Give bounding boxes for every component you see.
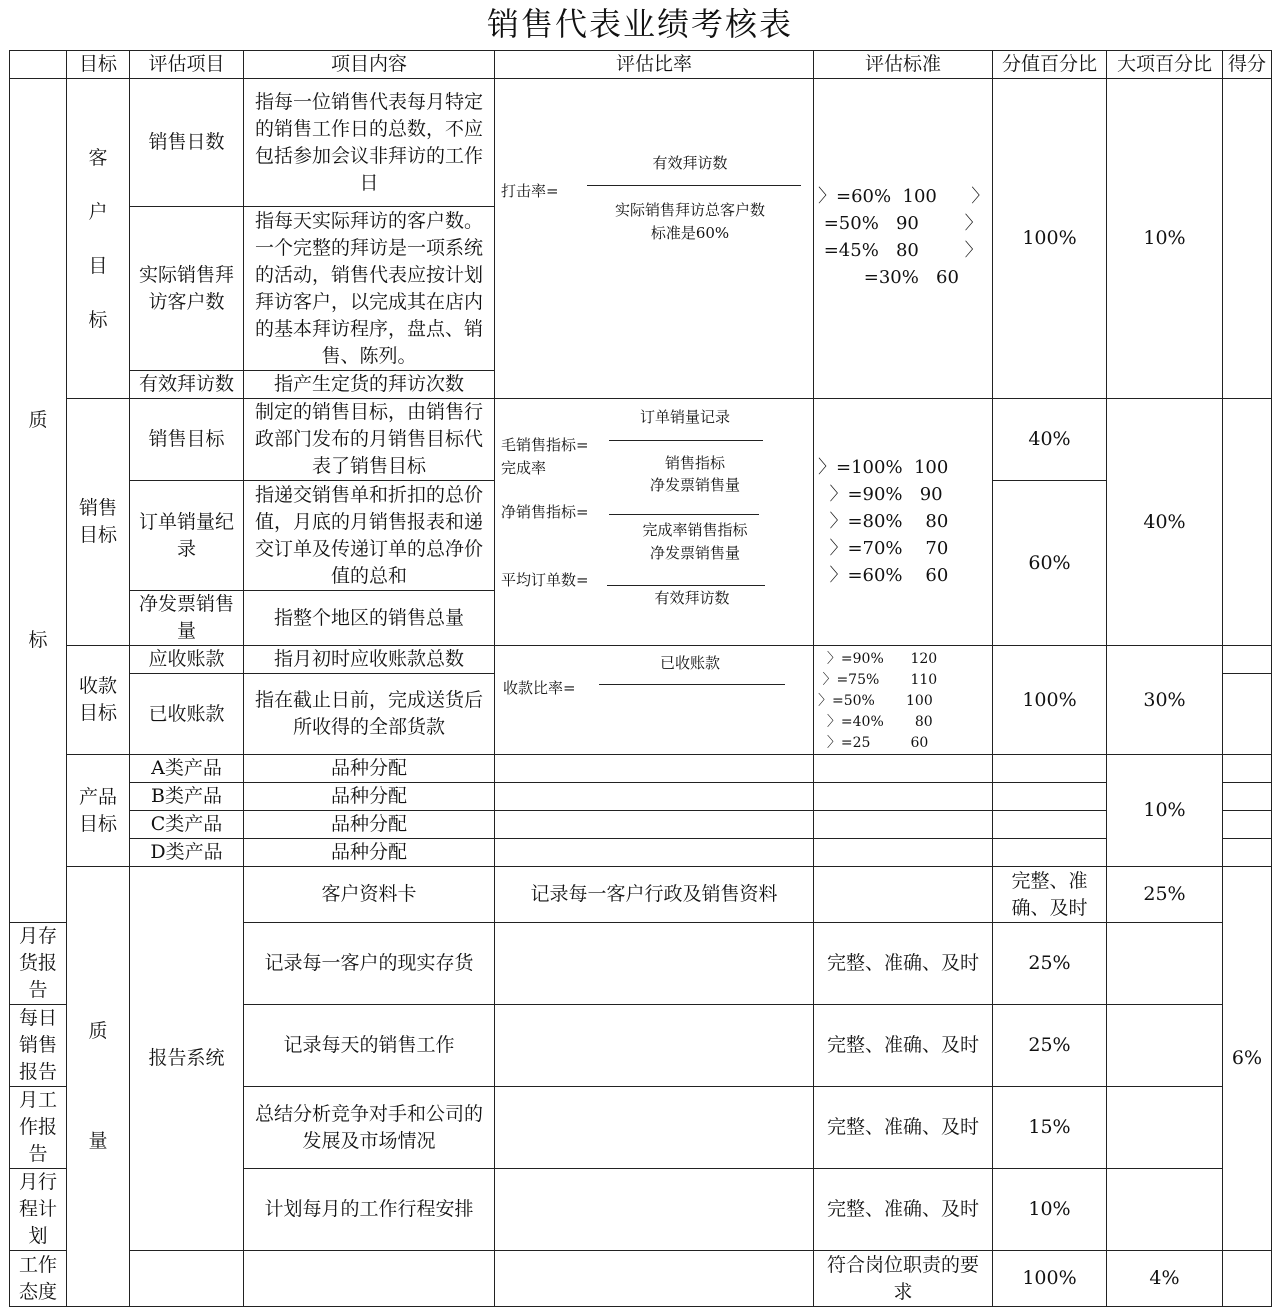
rate-numerator: 有效拜访数 — [652, 153, 728, 172]
score-cell — [1223, 79, 1272, 399]
rate-denominator: 净发票销售量 — [649, 476, 740, 494]
rate-cell — [495, 1251, 814, 1307]
item-content: 指产生定货的拜访次数 — [244, 371, 495, 399]
rate-denominator: 销售指标 — [664, 454, 725, 472]
table-row — [10, 755, 1272, 783]
rate-cell — [495, 811, 814, 839]
standard-cell: 完整、准确、及时 — [814, 1169, 993, 1251]
header-cell — [10, 51, 67, 79]
rate-label: 收款比率= — [503, 679, 576, 697]
score-cell — [1107, 1087, 1223, 1169]
standard-cell: 符合岗位职责的要求 — [814, 1251, 993, 1307]
header-cell: 目标 — [67, 51, 130, 79]
rate-cell — [495, 1087, 814, 1169]
item-name: 应收账款 — [130, 646, 244, 674]
score-pct: 15% — [993, 1087, 1107, 1169]
fraction-line — [587, 185, 801, 186]
group-label-2: 标 — [28, 629, 48, 651]
rate-numerator: 已收账款 — [659, 654, 720, 672]
item-name: B类产品 — [130, 783, 244, 811]
group-label-1: 质 — [28, 409, 48, 431]
score-pct: 100% — [993, 1251, 1107, 1307]
group-zhiliang — [67, 867, 130, 1307]
standard-cell — [814, 783, 993, 811]
goal-char: 客 — [88, 146, 108, 169]
header-cell: 评估项目 — [130, 51, 244, 79]
score-cell — [1107, 1169, 1223, 1251]
table-row — [10, 783, 1272, 811]
header-cell: 分值百分比 — [993, 51, 1107, 79]
rate-cell — [495, 755, 814, 783]
goal-attitude: 工作态度 — [10, 1251, 67, 1307]
item-content: 记录每天的销售工作 — [244, 1005, 495, 1087]
standard-cell: 完整、准确、及时 — [814, 1005, 993, 1087]
standard-cell — [814, 839, 993, 867]
big-pct: 10% — [1107, 755, 1223, 867]
goal-sales: 销售目标 — [67, 399, 130, 646]
big-pct: 30% — [1107, 646, 1223, 755]
score-cell — [1107, 923, 1223, 1005]
standard-cell — [814, 755, 993, 783]
score-cell — [1223, 755, 1272, 783]
item-name: 已收账款 — [130, 674, 244, 755]
item-name: 月工作报告 — [10, 1087, 67, 1169]
item-content: 指每一位销售代表每月特定的销售工作日的总数，不应包括参加会议非拜访的工作日 — [244, 79, 495, 207]
standard-collect — [814, 646, 993, 755]
fraction-line — [607, 585, 765, 586]
header-cell: 评估比率 — [495, 51, 814, 79]
item-content: 计划每月的工作行程安排 — [244, 1169, 495, 1251]
item-content: 指每天实际拜访的客户数。一个完整的拜访是一项系统的活动，销售代表应按计划拜访客户，以完成其在店内的基本拜访程序，盘点、销售、陈列。 — [244, 207, 495, 371]
rate-cell — [495, 839, 814, 867]
item-content: 指月初时应收账款总数 — [244, 646, 495, 674]
item-content: 品种分配 — [244, 755, 495, 783]
rate-cell — [495, 1005, 814, 1087]
item-name: C类产品 — [130, 811, 244, 839]
item-content: 制定的销售目标，由销售行政部门发布的月销售目标代表了销售目标 — [244, 399, 495, 481]
rate-standard-note: 标准是60% — [650, 223, 730, 242]
item-name: 销售目标 — [130, 399, 244, 481]
item-name: D类产品 — [130, 839, 244, 867]
group-label-2: 量 — [88, 1130, 108, 1152]
goal-product: 产品目标 — [67, 755, 130, 867]
big-pct: 10% — [1107, 79, 1223, 399]
header-cell: 得分 — [1223, 51, 1272, 79]
rate-label: 净销售指标= — [501, 503, 589, 521]
rate-label: 打击率= — [501, 181, 559, 200]
rate-label: 完成率 — [501, 459, 547, 477]
assessment-table — [9, 50, 1272, 1307]
standard-sales — [814, 399, 993, 646]
rate-collect — [495, 646, 814, 755]
standard-cell — [814, 811, 993, 839]
goal-char: 户 — [88, 200, 108, 223]
goal-collect: 收款目标 — [67, 646, 130, 755]
rate-customer — [495, 79, 814, 399]
header-row — [10, 51, 1272, 79]
score-pct: 40% — [993, 399, 1107, 481]
score-cell — [1223, 811, 1272, 839]
big-pct: 40% — [1107, 399, 1223, 646]
standard-text: 〉=100% 100 〉=90% 90 〉=80% 80 〉=70% 70 〉=60% 60 — [818, 457, 949, 586]
item-content: 指在截止日前，完成送货后所收得的全部货款 — [244, 674, 495, 755]
rate-cell — [814, 867, 993, 923]
score-cell — [1223, 1251, 1272, 1307]
item-content: 品种分配 — [244, 783, 495, 811]
score-cell — [1223, 399, 1272, 646]
item-name: 客户资料卡 — [244, 867, 495, 923]
score-pct: 10% — [993, 1169, 1107, 1251]
table-row — [10, 867, 1272, 923]
header-cell: 评估标准 — [814, 51, 993, 79]
header-cell: 项目内容 — [244, 51, 495, 79]
score-pct — [993, 811, 1107, 839]
rate-label: 平均订单数= — [501, 571, 589, 589]
score-pct — [993, 755, 1107, 783]
item-name: 有效拜访数 — [130, 371, 244, 399]
item-name: 月行程计划 — [10, 1169, 67, 1251]
score-cell — [1107, 1005, 1223, 1087]
rate-cell — [495, 923, 814, 1005]
big-pct: 4% — [1107, 1251, 1223, 1307]
score-cell — [1223, 646, 1272, 674]
table-row — [10, 399, 1272, 481]
score-pct: 100% — [993, 646, 1107, 755]
score-pct: 100% — [993, 79, 1107, 399]
score-pct: 25% — [1107, 867, 1223, 923]
item-name: 月存货报告 — [10, 923, 67, 1005]
score-cell — [1223, 674, 1272, 755]
rate-label: 毛销售指标= — [501, 436, 589, 454]
rate-cell — [495, 783, 814, 811]
group-label-1: 质 — [88, 1020, 108, 1042]
table-row — [10, 1251, 1272, 1307]
item-content: 指递交销售单和折扣的总价值，月底的月销售报表和递交订单及传递订单的总净价值的总和 — [244, 481, 495, 591]
score-cell — [1223, 783, 1272, 811]
item-name: 实际销售拜访客户数 — [130, 207, 244, 371]
item-content: 记录每一客户行政及销售资料 — [495, 867, 814, 923]
score-pct: 60% — [993, 481, 1107, 646]
standard-cell: 完整、准确、及时 — [814, 923, 993, 1005]
item-content: 品种分配 — [244, 839, 495, 867]
group-zhibiao — [10, 79, 67, 923]
table-row — [10, 839, 1272, 867]
rate-numerator: 订单销量记录 — [639, 408, 730, 426]
score-cell — [1223, 839, 1272, 867]
goal-char: 目 — [88, 254, 108, 277]
fraction-line — [609, 514, 759, 515]
rate-denominator: 完成率销售指标 — [642, 521, 748, 539]
item-name: 净发票销售量 — [130, 591, 244, 646]
standard-customer — [814, 79, 993, 399]
goal-customer — [67, 79, 130, 399]
standard-cell: 完整、准确、及时 — [993, 867, 1107, 923]
item-name: 每日销售报告 — [10, 1005, 67, 1087]
goal-char: 标 — [88, 308, 108, 331]
rate-denominator: 有效拜访数 — [654, 589, 730, 607]
header-cell: 大项百分比 — [1107, 51, 1223, 79]
table-row — [10, 79, 1272, 207]
item-content: 记录每一客户的现实存货 — [244, 923, 495, 1005]
table-row — [10, 646, 1272, 674]
table-row — [10, 811, 1272, 839]
item-name: A类产品 — [130, 755, 244, 783]
score-pct — [993, 783, 1107, 811]
fraction-line — [599, 684, 785, 685]
rate-cell — [495, 1169, 814, 1251]
standard-text: 〉=60% 100 〉 =50% 90 〉 =45% 80 〉 =30% 60 — [818, 186, 990, 288]
item-content: 指整个地区的销售总量 — [244, 591, 495, 646]
goal-report: 报告系统 — [130, 867, 244, 1251]
rate-denominator: 净发票销售量 — [649, 544, 740, 562]
rate-sales — [495, 399, 814, 646]
item-content: 总结分析竞争对手和公司的发展及市场情况 — [244, 1087, 495, 1169]
item-name — [130, 1251, 244, 1307]
big-pct: 6% — [1223, 867, 1272, 1251]
score-pct: 25% — [993, 923, 1107, 1005]
item-name: 销售日数 — [130, 79, 244, 207]
fraction-line — [609, 440, 763, 441]
item-content — [244, 1251, 495, 1307]
score-pct: 25% — [993, 1005, 1107, 1087]
standard-cell: 完整、准确、及时 — [814, 1087, 993, 1169]
item-content: 品种分配 — [244, 811, 495, 839]
rate-denominator: 实际销售拜访总客户数 — [614, 200, 765, 219]
score-pct — [993, 839, 1107, 867]
page-title: 销售代表业绩考核表 — [486, 5, 793, 43]
standard-text: 〉=90% 120 〉=75% 110 〉=50% 100 〉=40% 80 〉=25 60 — [818, 651, 938, 751]
item-name: 订单销量纪录 — [130, 481, 244, 591]
